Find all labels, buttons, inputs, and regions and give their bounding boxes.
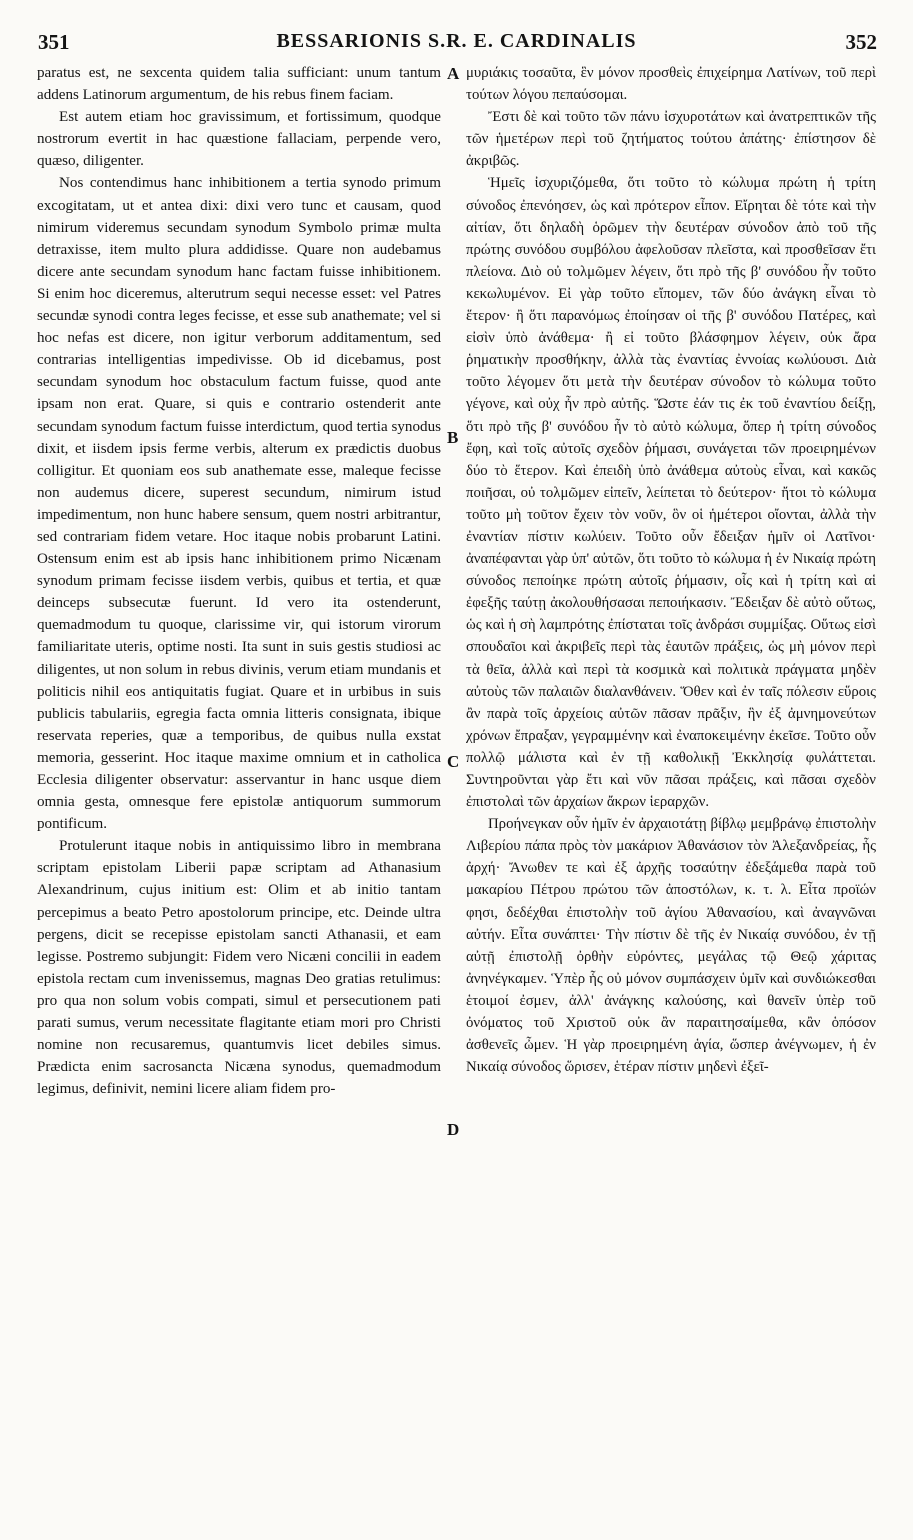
running-title: BESSARIONIS S.R. E. CARDINALIS: [276, 30, 637, 52]
greek-paragraph: Προήνεγκαν οὖν ἡμῖν ἐν ἀρχαιοτάτῃ βίβλῳ μεμβράνῳ ἐπιστολὴν Λιβερίου πάπα πρὸς τὸν μακάριον Ἀθανάσιον τὸν Ἀλεξανδρείας, ἧς ἀρχή· Ἄνωθεν τε καὶ ἐξ ἀρχῆς τοσαύτην ἐδεξάμεθα παρὰ τοῦ μακαρίου Πέτρου πρώτου τῶν ἀποστόλων, κ. τ. λ. Εἶτα προϊών φησι, δεδέχθαι ἐπιστολὴν τοῦ ἁγίου Ἀθανασίου, καὶ ἀναγνῶναι αὐτήν. Εἶτα συνάπτει· Τὴν πίστιν δὲ τῆς ἐν Νικαίᾳ συνόδου, ἐν τῇ αὐτῇ ἐπιστολῇ ὀρθὴν εὑρόντες, μεγάλας τῷ Θεῷ χάριτας ἀνηνέγκαμεν. Ὑπὲρ ἧς οὐ μόνον συμπάσχειν ὑμῖν καὶ συνδιώκεσθαι ἑτοιμοί ἐσμεν, ἀλλ' ἀνάγκης καλούσης, καὶ θανεῖν ὑπὲρ τοῦ ὀνόματος τοῦ Χριστοῦ οὐκ ἂν παραιτησαίμεθα, κἂν ὁπόσον ἀσθενεῖς ὦμεν. Ἡ γὰρ προειρημένη ἁγία, ὥσπερ ἀνέγνωμεν, ἡ ἐν Νικαίᾳ σύνοδος ὥρισεν, ἑτέραν πίστιν μηδενὶ ἐξεῖ-: [466, 816, 876, 1076]
latin-paragraph: Protulerunt itaque nobis in antiquissimo libro in membrana scriptam epistolam Liberii papæ scriptam ad Athanasium Alexandrinum, cujus initium est: Olim et ab initio tantam percepimus a beato Petro apostolorum principe, etc. Deinde ultra pergens, dicit se recepisse epistolam sancti Athanasii, et eam legisse. Postremo subjungit: Fidem vero Nicæni concilii in eadem epistola rectam cum invenissemus, magnas Deo gratias retulimus: pro qua non solum vobis compati, simul et persecutionem pati parati sumus, verum necessitate flagitante etiam mori pro Christi nomine non recusaremus, quantumvis licet debiles simus. Prædicta enim sacrosancta Nicæna synodus, quemadmodum legimus, definivit, nemini licere aliam fidem pro-: [37, 838, 441, 1098]
latin-paragraph: Nos contendimus hanc inhibitionem a tertia synodo primum excogitatam, ut et antea dixi: dixi vero tunc et causam, quod nimirum videremus secundam synodum Symbolo primæ multa detraxisse, item multo plura addidisse. Quare non audebamus dicere ante secundam synodum hanc factam fuisse inhibitionem. Si enim hoc diceremus, alterutrum sequi necesse esset: vel Patres secundæ synodi contra leges fecisse, et esse sub anathemate; vel si hoc nefas est dicere, non igitur verborum additamentum, sed contrarias intelligentias impedivisse. Ob id dicebamus, post secundam synodum hoc obstaculum factum fuisse, quod ante ipsam non erat. Quare, si quis e contrario ostenderit ante secundam synodum factum fuisse interdictum, quod tertia synodus dixit, et iisdem ipsis ferme verbis, alterum ex prædictis duobus colligitur. Et quoniam eos sub anathemate esse, maleque fecisse non audemus dicere, superest secundum, nimirum istud impedimentum, non hunc habere sensum, quem nostri arbitrantur, sed contrariam fidem vetare. Hoc itaque nobis probarunt Latini. Ostensum enim est ab ipsis hanc inhibitionem primo Nicænam synodum primam fecisse iisdem verbis, quibus et tertia, et quæ deinceps subsecutæ fuerunt. Id vero ita ostenderunt, quemadmodum tu quoque, clarissime vir, qui istorum virorum familiaritate uteris, optime nosti. Ita sunt in suis gestis studiosi ac diligentes, ut non solum in rebus divinis, verum etiam mundanis et politicis nihil eos antiquitatis fugiat. Quare et in urbibus in suis publicis tabulariis, egregia facta omnia litteris consignata, ibique reservata reperies, quæ a temporibus, de quibus nulla exstat memoria, gesserint. Hoc itaque maxime omnium et in catholica Ecclesia diligenter observatur: asservantur in hanc usque diem omnia gesta, omnesque fere epistolæ antiquorum summorum pontificum.: [37, 175, 441, 833]
latin-column: [37, 62, 441, 1100]
page-number-right: 352: [845, 30, 877, 54]
latin-paragraph: paratus est, ne sexcenta quidem talia sufficiant: unum tantum addens Latinorum argumentum, de his rebus finem faciam.: [37, 65, 441, 104]
section-marker-b: B: [447, 428, 459, 447]
greek-column: [466, 62, 876, 1078]
section-marker-d: D: [447, 1120, 460, 1139]
greek-paragraph: μυριάκις τοσαῦτα, ἓν μόνον προσθεὶς ἐπιχείρημα Λατίνων, τοῦ περὶ τούτων λόγου πεπαύσομαι.: [466, 65, 876, 104]
latin-paragraph: Est autem etiam hoc gravissimum, et fortissimum, quodque nostrorum evertit in hac quæstione fallaciam, perpende vero, quæso, diligenter.: [37, 109, 441, 170]
greek-paragraph: Ἔστι δὲ καὶ τοῦτο τῶν πάνυ ἰσχυροτάτων καὶ ἀνατρεπτικῶν τῆς τῶν ἡμετέρων περὶ τοῦ ζητήματος τούτου ἀπάτης· ἐπίστησον δὲ ἀκριβῶς.: [466, 109, 876, 170]
section-marker-a: A: [447, 64, 460, 83]
greek-paragraph: Ἡμεῖς ἰσχυριζόμεθα, ὅτι τοῦτο τὸ κώλυμα πρώτη ἡ τρίτη σύνοδος ἐπενόησεν, ὡς καὶ πρότερον εἶπον. Εἴρηται δὲ τότε καὶ τὴν αἰτίαν, ὅτι δηλαδὴ ὁρῶμεν τὴν δευτέραν σύνοδον ἀπὸ τοῦ τῆς πρώτης συνόδου συμβόλου ἀφελοῦσαν πλεῖστα, καὶ προσθεῖσαν ἔτι πλείονα. Διὸ οὐ τολμῶμεν λέγειν, ὅτι πρὸ τῆς β' συνόδου ἦν τοῦτο κεκωλυμένον. Εἰ γὰρ τοῦτο εἴπομεν, τῶν δύο ἀνάγκη εἶναι τὸ ἕτερον· ἢ ὅτι παρανόμως ἐποίησαν οἱ τῆς β' συνόδου Πατέρες, καὶ εἰσὶν ὑπὸ ἀνάθεμα· ἢ εἰ τοῦτο βλάσφημον λέγειν, οὐκ ἄρα ῥηματικὴν προσθήκην, ἀλλὰ τὰς ἐναντίας ἐννοίας κωλύουσι. Διὰ τοῦτο λέγομεν ὅτι μετὰ τὴν δευτέραν σύνοδον τὸ κώλυμα τοῦτο γέγονε, καὶ οὐχ ἦν πρὸ αὐτῆς. Ὥστε ἐάν τις ἐκ τοῦ ἐναντίου δείξῃ, ὅτι πρὸ τῆς β' συνόδου ἦν τὸ αὐτὸ κώλυμα, ὅπερ ἡ τρίτη σύνοδος ἔφη, καὶ τοῖς αὐτοῖς σχεδὸν ῥήμασι, συνάγεται τῶν προειρημένων δύο τὸ ἕτερον. Καὶ ἐπειδὴ ὑπὸ ἀνάθεμα αὐτοὺς εἶναι, καὶ κακῶς ποιῆσαι, οὐ τολμῶμεν εἰπεῖν, λείπεται τὸ δεύτερον· ἤτοι τὸ κώλυμα τοῦτο μὴ τοῦτον ἔχειν τὸν νοῦν, ὃν οἱ ἡμέτεροι οἴονται, ἀλλὰ τὴν ἐναντίαν πίστιν κωλύειν. Τοῦτο οὖν ἔδειξαν ἡμῖν οἱ Λατῖνοι· ἀναπέφανται γὰρ ὑπ' αὐτῶν, ὅτι τοῦτο τὸ κώλυμα ἡ ἐν Νικαίᾳ πρώτη σύνοδος πεποίηκε πρώτη αὐτοῖς ῥήμασιν, οἷς καὶ ἡ τρίτη καὶ αἱ ἐφεξῆς ταύτῃ ἀκολουθήσασαι πεποιήκασιν. Ἔδειξαν δὲ αὐτὸ οὕτως, ὡς καὶ ἡ σὴ λαμπρότης ἐπίσταται τοῖς ἀνδράσι συμμίξας. Οὕτως εἰσὶ σπουδαῖοι καὶ ἀκριβεῖς περὶ τὰς ἑαυτῶν πράξεις, ὡς μὴ μόνον περὶ τὰ θεῖα, ἀλλὰ καὶ περὶ τὰ κοσμικὰ καὶ πολιτικὰ πράγματα μηδὲν αὐτοὺς τῶν παλαιῶν διαλανθάνειν. Ὅθεν καὶ ἐν ταῖς πόλεσιν εὕροις ἂν παρὰ τοῖς ἀρχείοις αὐτῶν πᾶσαν πρᾶξιν, ἣν ἐξ ἀμνημονεύτων χρόνων ἔπραξαν, γεγραμμένην καὶ ἐναποκειμένην ἐκεῖσε. Τοῦτο οὖν πολλῷ μάλιστα καὶ ἐν τῇ καθολικῇ Ἐκκλησίᾳ φυλάττεται. Συντηροῦνται γὰρ ἔτι καὶ νῦν πᾶσαι πράξεις, καὶ πᾶσαι σχεδὸν ἐπιστολαὶ τῶν ἀρχαίων ἄκρων ἱεραρχῶν.: [466, 175, 876, 811]
page-number-left: 351: [38, 30, 70, 54]
section-marker-c: C: [447, 752, 460, 771]
running-header: [30, 30, 883, 60]
